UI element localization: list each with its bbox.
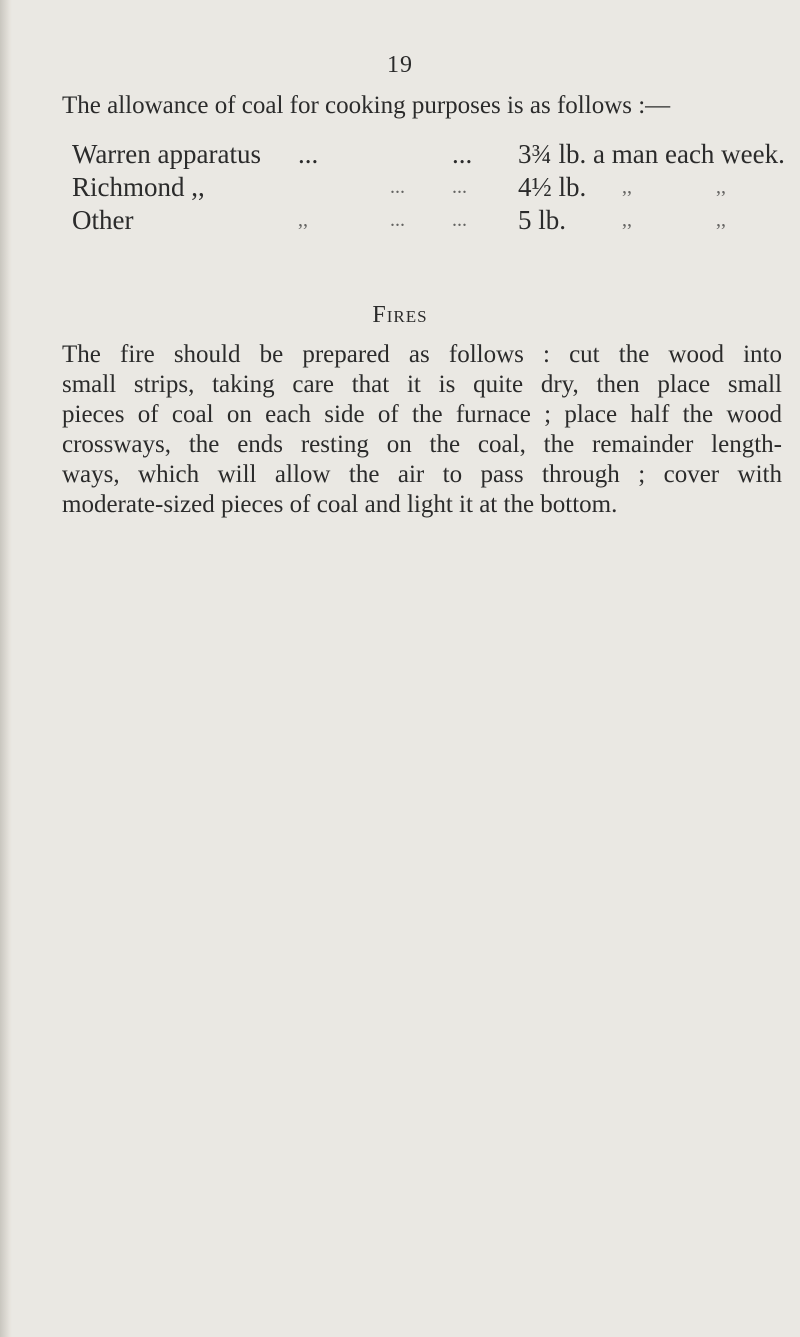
paragraph-line: pieces of coal on each side of the furnace ; place half the wood <box>62 401 782 428</box>
paragraph-line: small strips, taking care that it is quite dry, then place small <box>62 371 782 398</box>
ditto-mark: ,, <box>716 176 726 198</box>
paragraph-line: moderate-sized pieces of coal and light it at the bottom. <box>62 491 618 518</box>
leader-dots: ... <box>452 139 473 169</box>
page-edge-shadow <box>0 0 12 1337</box>
leader-dots: ... <box>390 209 405 231</box>
page-number: 19 <box>387 52 413 78</box>
ditto-mark: ,, <box>298 209 308 231</box>
section-paragraph <box>62 340 782 520</box>
coal-allowance-table <box>72 138 785 237</box>
apparatus-name: Warren apparatus <box>72 139 261 169</box>
leader-dots: ... <box>390 176 405 198</box>
leader-dots: ... <box>298 139 319 169</box>
ditto-mark: ,, <box>622 176 632 198</box>
table-row <box>72 171 782 204</box>
paragraph-line: crossways, the ends resting on the coal, the remainder length- <box>62 431 782 458</box>
intro-sentence: The allowance of coal for cooking purposes is as follows :— <box>62 92 671 119</box>
table-row <box>72 204 782 237</box>
ditto-mark: ,, <box>716 209 726 231</box>
section-heading: Fires <box>372 302 428 328</box>
paragraph-line: The fire should be prepared as follows : cut the wood into <box>62 341 782 368</box>
apparatus-name: Other <box>72 205 134 235</box>
leader-dots: ... <box>452 209 467 231</box>
apparatus-name: Richmond ,, <box>72 172 205 202</box>
coal-quantity: 4½ lb. <box>518 172 587 202</box>
ditto-mark: ,, <box>622 209 632 231</box>
coal-quantity: 3¾ lb. a man each week. <box>518 139 785 169</box>
leader-dots: ... <box>452 176 467 198</box>
table-row <box>72 138 785 171</box>
coal-quantity: 5 lb. <box>518 205 567 235</box>
paragraph-line: ways, which will allow the air to pass through ; cover with <box>62 461 782 488</box>
